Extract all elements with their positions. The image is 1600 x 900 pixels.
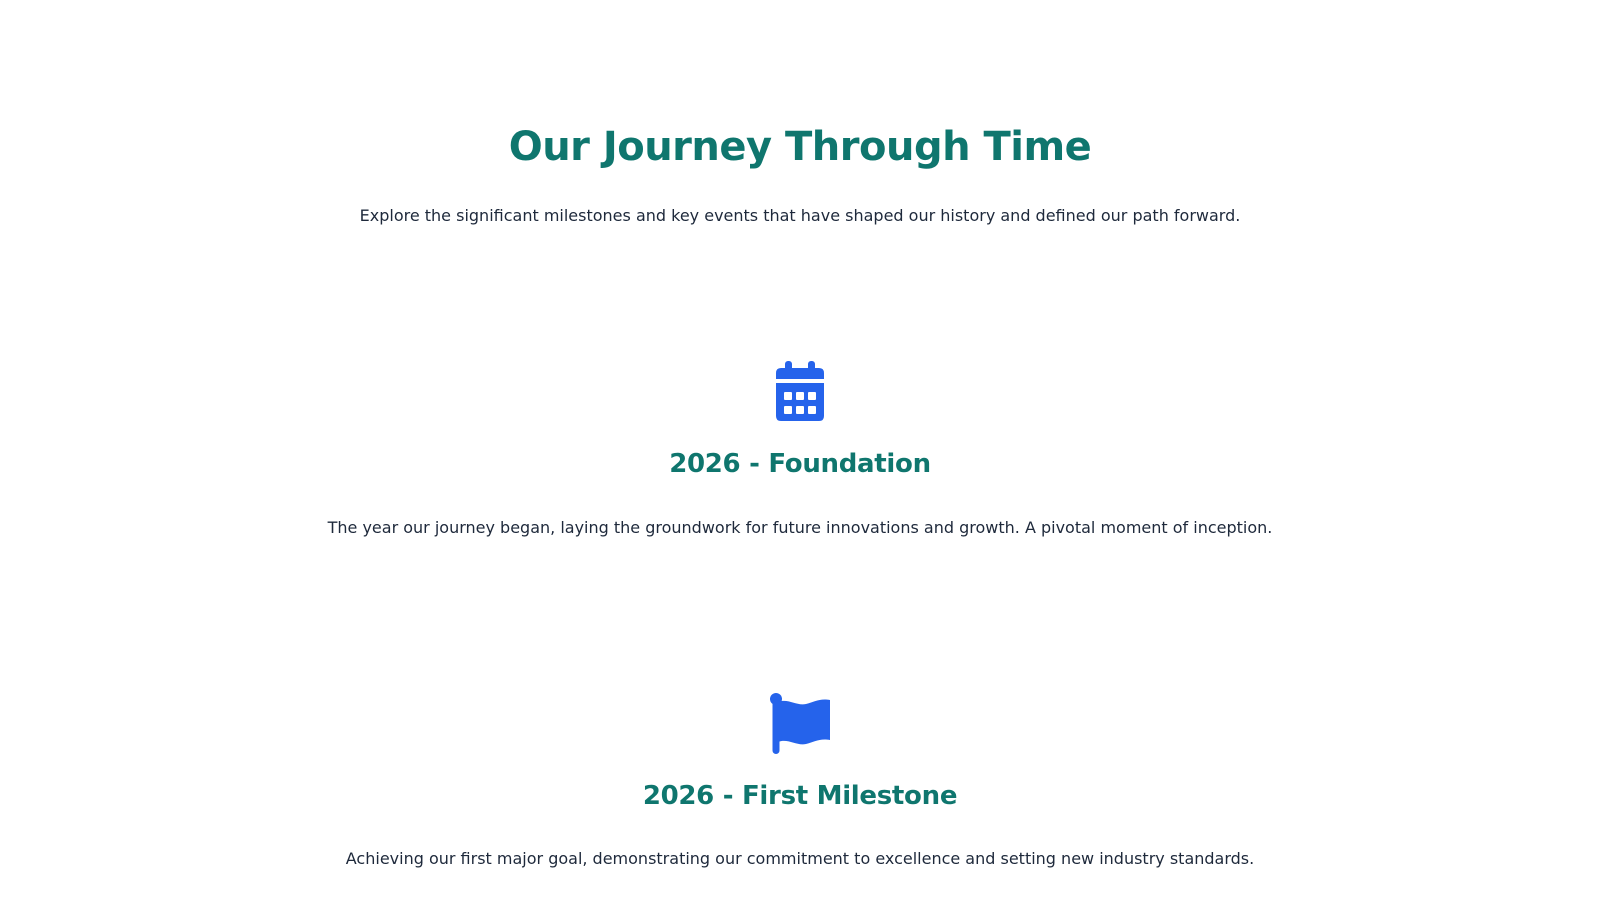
milestone-title: 2026 - Foundation (669, 449, 931, 479)
page-subtitle: Explore the significant milestones and key events that have shaped our history and defined our path forward. (359, 206, 1241, 225)
page-title: Our Journey Through Time (508, 124, 1092, 170)
milestone-description: Achieving our first major goal, demonstrating our commitment to excellence and setting new industry standards. (345, 849, 1255, 868)
milestone-title: 2026 - First Milestone (642, 781, 958, 811)
flag-icon (768, 692, 832, 756)
milestone-description: The year our journey began, laying the groundwork for future innovations and growth. A pivotal moment of inception. (327, 518, 1273, 537)
calendar-icon (768, 358, 832, 422)
